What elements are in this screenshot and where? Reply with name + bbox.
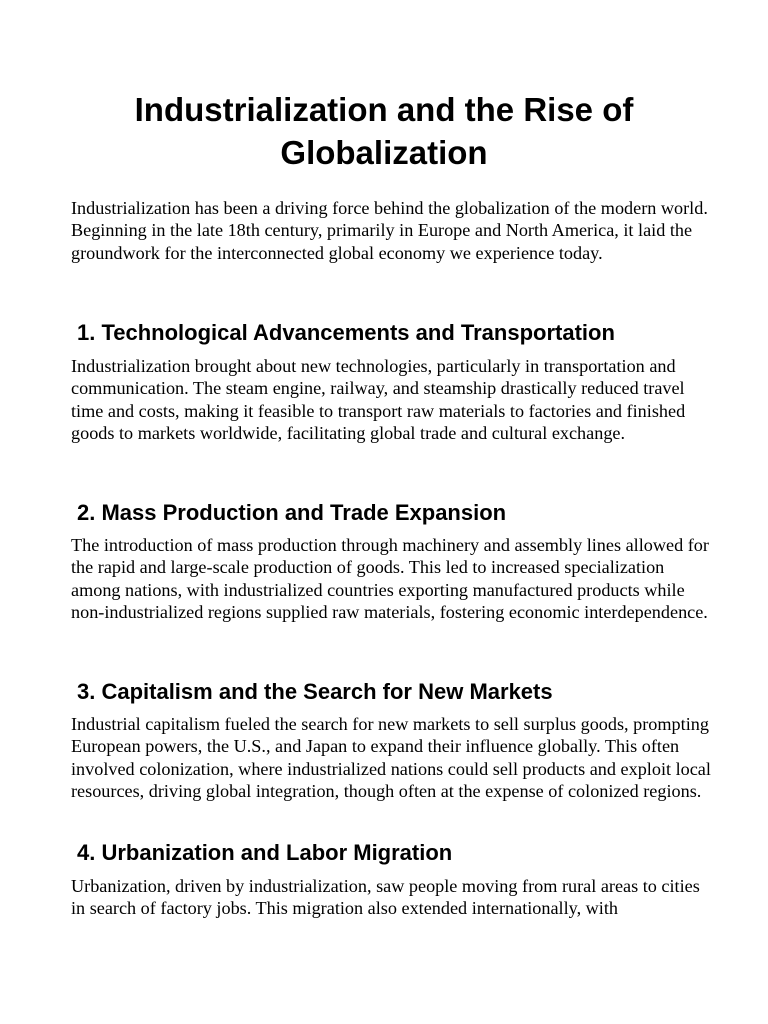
section-heading-mass-production: 2. Mass Production and Trade Expansion	[77, 500, 507, 525]
section-body-capitalism: Industrial capitalism fueled the search for new markets to sell surplus goods, prompting European powers, the U.S., and Japan to expand their influence globally. This often involved colonization, where industrialized nations could sell products and exploit local resources, driving global integration, though often at the expense of colonized regions.	[71, 714, 711, 802]
intro-paragraph: Industrialization has been a driving force behind the globalization of the modern world. Beginning in the late 18th century, primarily in Europe and North America, it laid the groundwork for the interconnected global economy we experience today.	[71, 198, 708, 263]
section-body-urbanization: Urbanization, driven by industrialization, saw people moving from rural areas to cities in search of factory jobs. This migration also extended internationally, with	[71, 876, 700, 919]
section-body-mass-production: The introduction of mass production through machinery and assembly lines allowed for the rapid and large-scale production of goods. This led to increased specialization among nations, with industrialized countries exporting manufactured products while non-industrialized regions supplied raw materials, fostering economic interdependence.	[71, 535, 709, 623]
document-title: Industrialization and the Rise of Globalization	[134, 91, 634, 171]
section-heading-capitalism: 3. Capitalism and the Search for New Markets	[77, 679, 553, 704]
section-body-technology: Industrialization brought about new technologies, particularly in transportation and communication. The steam engine, railway, and steamship drastically reduced travel time and costs, making it feasible to transport raw materials to factories and finished goods to markets worldwide, facilitating global trade and cultural exchange.	[71, 356, 686, 444]
section-heading-urbanization: 4. Urbanization and Labor Migration	[77, 840, 453, 865]
section-heading-technology: 1. Technological Advancements and Transportation	[77, 320, 615, 345]
